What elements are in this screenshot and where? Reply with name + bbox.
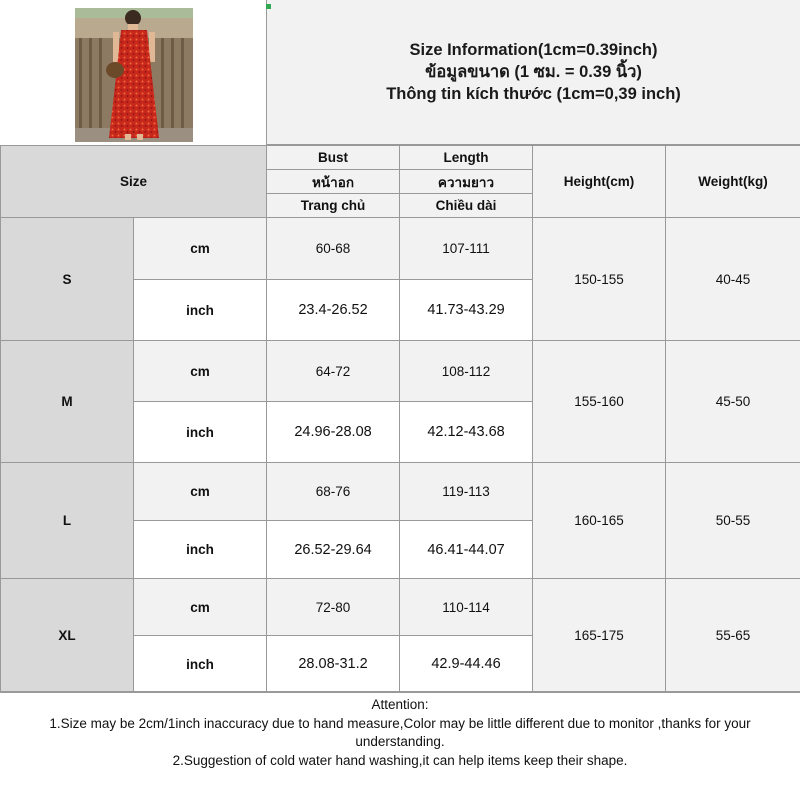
height-value: 155-160 <box>533 341 666 463</box>
size-label: XL <box>1 579 134 693</box>
length-header-vietnamese: Chiều dài <box>400 194 533 218</box>
corner-marker <box>266 4 271 9</box>
attention-note: 1.Size may be 2cm/1inch inaccuracy due to hand measure,Color may be little different due to monitor ,thanks for your understanding. <box>49 715 751 749</box>
height-header: Height(cm) <box>533 146 666 218</box>
bust-value: 28.08-31.2 <box>267 636 400 693</box>
bust-value: 68-76 <box>267 463 400 521</box>
bust-value: 23.4-26.52 <box>267 280 400 341</box>
weight-header: Weight(kg) <box>666 146 800 218</box>
bust-value: 26.52-29.64 <box>267 521 400 579</box>
unit-label: inch <box>134 280 267 341</box>
unit-label: cm <box>134 463 267 521</box>
table-row <box>1 579 800 636</box>
weight-value: 40-45 <box>666 218 800 341</box>
length-value: 108-112 <box>400 341 533 402</box>
length-value: 110-114 <box>400 579 533 636</box>
length-value: 42.12-43.68 <box>400 402 533 463</box>
bust-value: 64-72 <box>267 341 400 402</box>
table-row <box>1 341 800 402</box>
attention-note: 2.Suggestion of cold water hand washing,it can help items keep their shape. <box>172 752 628 768</box>
product-photo <box>75 8 193 142</box>
product-photo-cell <box>0 0 266 145</box>
unit-label: cm <box>134 218 267 280</box>
size-information-cell <box>266 0 800 145</box>
bust-header-vietnamese: Trang chủ <box>267 194 400 218</box>
attention-notes <box>0 691 800 800</box>
bust-value: 60-68 <box>267 218 400 280</box>
length-header-thai: ความยาว <box>400 170 533 194</box>
weight-value: 50-55 <box>666 463 800 579</box>
header-row <box>1 146 800 170</box>
size-info-thai: ข้อมูลขนาด (1 ซม. = 0.39 นิ้ว) <box>425 63 642 81</box>
length-value: 46.41-44.07 <box>400 521 533 579</box>
size-info-vietnamese: Thông tin kích thước (1cm=0,39 inch) <box>386 85 681 103</box>
product-photo-image <box>75 8 193 142</box>
length-value: 107-111 <box>400 218 533 280</box>
size-label: M <box>1 341 134 463</box>
height-value: 160-165 <box>533 463 666 579</box>
unit-label: cm <box>134 579 267 636</box>
table-row <box>1 218 800 280</box>
bust-header-thai: หน้าอก <box>267 170 400 194</box>
unit-label: inch <box>134 521 267 579</box>
length-value: 119-113 <box>400 463 533 521</box>
bust-header: Bust <box>267 146 400 170</box>
length-header: Length <box>400 146 533 170</box>
size-label: S <box>1 218 134 341</box>
length-value: 41.73-43.29 <box>400 280 533 341</box>
bust-value: 24.96-28.08 <box>267 402 400 463</box>
size-table <box>0 145 800 693</box>
weight-value: 45-50 <box>666 341 800 463</box>
attention-title: Attention: <box>371 697 429 712</box>
unit-label: inch <box>134 402 267 463</box>
size-info-english: Size Information(1cm=0.39inch) <box>409 41 658 59</box>
unit-label: inch <box>134 636 267 693</box>
weight-value: 55-65 <box>666 579 800 693</box>
size-chart-header <box>0 0 800 145</box>
size-label: L <box>1 463 134 579</box>
unit-label: cm <box>134 341 267 402</box>
bust-value: 72-80 <box>267 579 400 636</box>
length-value: 42.9-44.46 <box>400 636 533 693</box>
height-value: 165-175 <box>533 579 666 693</box>
size-header: Size <box>1 146 267 218</box>
table-row <box>1 463 800 521</box>
height-value: 150-155 <box>533 218 666 341</box>
